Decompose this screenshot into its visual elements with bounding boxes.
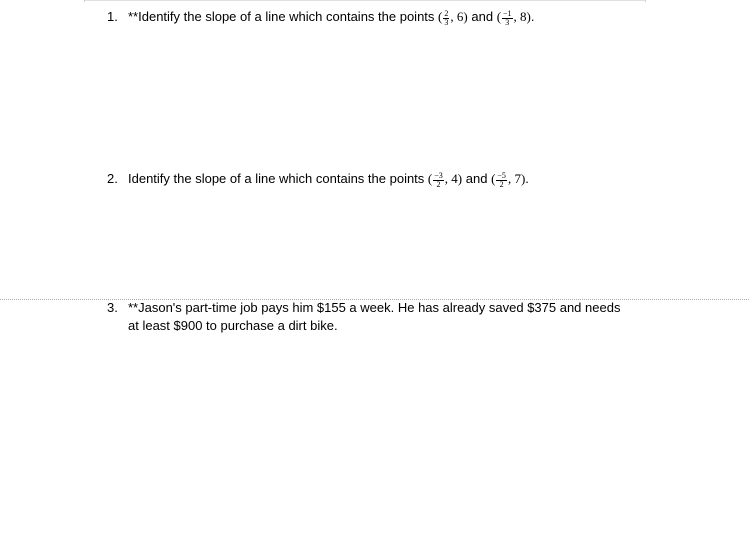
question-prompt: **Identify the slope of a line which contains the points [128, 9, 435, 24]
question-text [128, 8, 535, 27]
question-number: 2. [107, 171, 118, 186]
point-1: ( $\frac{2}{3}$ , 6) [438, 8, 468, 27]
period: . [525, 171, 529, 186]
x-fraction: $\frac{-3}{2}$ [434, 170, 443, 189]
page-top-edge [84, 0, 645, 2]
point-2: ( $\frac{-1}{3}$ , 8) [496, 8, 531, 27]
question-number: 1. [107, 9, 118, 24]
question-text-line-1: **Jason's part-time job pays him $155 a week. He has already saved $375 and needs [128, 300, 621, 315]
and-word: and [465, 171, 488, 186]
question-text [128, 170, 529, 189]
x-fraction: $\frac{-5}{2}$ [497, 170, 506, 189]
point-2: ( $\frac{-5}{2}$ , 7) [491, 170, 526, 189]
and-word: and [471, 9, 494, 24]
question-number: 3. [107, 300, 118, 315]
question-text-line-2: at least $900 to purchase a dirt bike. [128, 318, 338, 333]
period: . [530, 9, 535, 24]
page-right-edge [645, 0, 646, 2]
x-fraction: $\frac{2}{3}$ [444, 8, 449, 27]
point-1: ( $\frac{-3}{2}$ , 4) [427, 170, 463, 189]
x-fraction: $\frac{-1}{3}$ [503, 8, 512, 27]
page-left-edge [84, 0, 85, 2]
question-prompt: Identify the slope of a line which contains the points [128, 171, 425, 186]
